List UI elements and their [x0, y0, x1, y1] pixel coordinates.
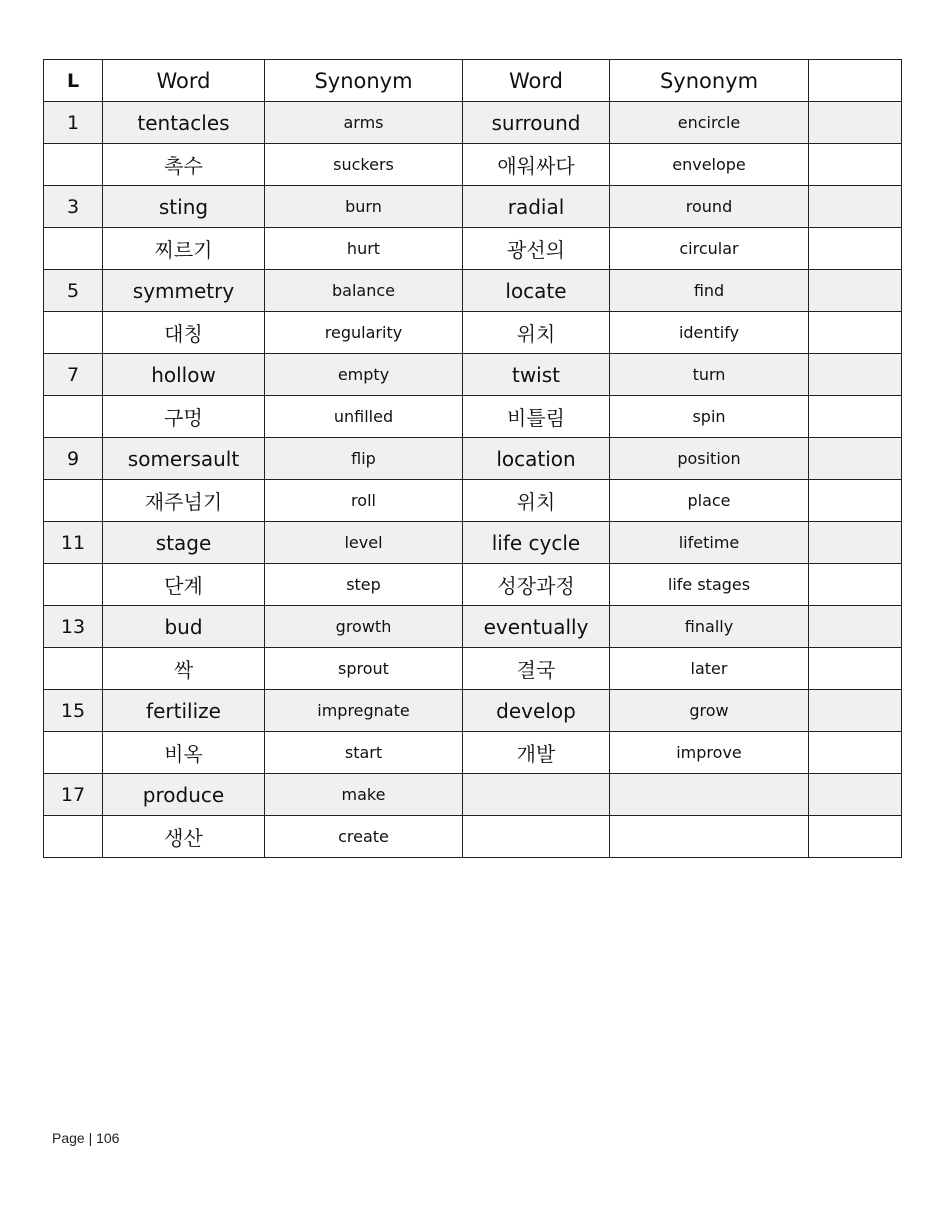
word-1: sting [103, 186, 265, 228]
word-2: 위치 [463, 480, 610, 522]
word-1: 대칭 [103, 312, 265, 354]
empty-cell [809, 522, 902, 564]
lesson-number [44, 564, 103, 606]
synonym-1: empty [265, 354, 463, 396]
word-1: produce [103, 774, 265, 816]
lesson-number [44, 732, 103, 774]
table-row [44, 564, 902, 606]
lesson-number: 9 [44, 438, 103, 480]
synonym-2: identify [610, 312, 809, 354]
lesson-number: 1 [44, 102, 103, 144]
lesson-number: 5 [44, 270, 103, 312]
synonym-2: envelope [610, 144, 809, 186]
word-2: surround [463, 102, 610, 144]
word-1: fertilize [103, 690, 265, 732]
lesson-number: 11 [44, 522, 103, 564]
table-row [44, 396, 902, 438]
word-1: bud [103, 606, 265, 648]
header-word-2: Word [463, 60, 610, 102]
vocabulary-table [43, 59, 902, 858]
empty-cell [809, 354, 902, 396]
synonym-1: make [265, 774, 463, 816]
word-1: 싹 [103, 648, 265, 690]
synonym-2: circular [610, 228, 809, 270]
word-1: 찌르기 [103, 228, 265, 270]
header-extra [809, 60, 902, 102]
table-row [44, 186, 902, 228]
lesson-number [44, 144, 103, 186]
word-2: develop [463, 690, 610, 732]
table-row [44, 648, 902, 690]
header-word-1: Word [103, 60, 265, 102]
synonym-1: create [265, 816, 463, 858]
synonym-2: spin [610, 396, 809, 438]
word-1: 촉수 [103, 144, 265, 186]
word-1: 재주넘기 [103, 480, 265, 522]
word-2: 비틀림 [463, 396, 610, 438]
lesson-number: 17 [44, 774, 103, 816]
word-1: hollow [103, 354, 265, 396]
synonym-1: flip [265, 438, 463, 480]
word-2: eventually [463, 606, 610, 648]
empty-cell [809, 438, 902, 480]
empty-cell [809, 774, 902, 816]
table-header-row [44, 60, 902, 102]
table-row [44, 270, 902, 312]
word-2 [463, 774, 610, 816]
synonym-2: lifetime [610, 522, 809, 564]
empty-cell [809, 396, 902, 438]
word-2 [463, 816, 610, 858]
synonym-1: arms [265, 102, 463, 144]
synonym-2: life stages [610, 564, 809, 606]
table-row [44, 312, 902, 354]
empty-cell [809, 816, 902, 858]
empty-cell [809, 564, 902, 606]
empty-cell [809, 102, 902, 144]
table-row [44, 480, 902, 522]
header-synonym-1: Synonym [265, 60, 463, 102]
table-row [44, 732, 902, 774]
lesson-number: 13 [44, 606, 103, 648]
word-2: 광선의 [463, 228, 610, 270]
empty-cell [809, 228, 902, 270]
synonym-1: start [265, 732, 463, 774]
synonym-1: suckers [265, 144, 463, 186]
empty-cell [809, 312, 902, 354]
word-1: 비옥 [103, 732, 265, 774]
word-2: 성장과정 [463, 564, 610, 606]
word-1: somersault [103, 438, 265, 480]
lesson-number [44, 396, 103, 438]
synonym-2: round [610, 186, 809, 228]
table-row [44, 774, 902, 816]
empty-cell [809, 186, 902, 228]
empty-cell [809, 144, 902, 186]
synonym-1: step [265, 564, 463, 606]
synonym-2: position [610, 438, 809, 480]
lesson-number: 3 [44, 186, 103, 228]
lesson-number [44, 816, 103, 858]
empty-cell [809, 270, 902, 312]
table-row [44, 144, 902, 186]
word-1: stage [103, 522, 265, 564]
table-row [44, 522, 902, 564]
word-1: 단계 [103, 564, 265, 606]
synonym-2: grow [610, 690, 809, 732]
word-1: 생산 [103, 816, 265, 858]
word-1: symmetry [103, 270, 265, 312]
table-row [44, 816, 902, 858]
word-2: locate [463, 270, 610, 312]
word-2: 결국 [463, 648, 610, 690]
word-1: 구멍 [103, 396, 265, 438]
synonym-1: regularity [265, 312, 463, 354]
header-lesson: L [44, 60, 103, 102]
table-row [44, 228, 902, 270]
synonym-2: finally [610, 606, 809, 648]
lesson-number: 7 [44, 354, 103, 396]
synonym-2 [610, 816, 809, 858]
lesson-number [44, 480, 103, 522]
synonym-1: sprout [265, 648, 463, 690]
page-number: Page | 106 [52, 1130, 120, 1146]
word-1: tentacles [103, 102, 265, 144]
empty-cell [809, 648, 902, 690]
word-2: location [463, 438, 610, 480]
word-2: life cycle [463, 522, 610, 564]
table-row [44, 690, 902, 732]
word-2: 애워싸다 [463, 144, 610, 186]
word-2: twist [463, 354, 610, 396]
synonym-1: impregnate [265, 690, 463, 732]
empty-cell [809, 732, 902, 774]
synonym-2: find [610, 270, 809, 312]
synonym-1: unfilled [265, 396, 463, 438]
empty-cell [809, 606, 902, 648]
header-synonym-2: Synonym [610, 60, 809, 102]
synonym-2: encircle [610, 102, 809, 144]
lesson-number [44, 648, 103, 690]
synonym-1: burn [265, 186, 463, 228]
table-row [44, 438, 902, 480]
table-row [44, 102, 902, 144]
lesson-number [44, 312, 103, 354]
synonym-1: hurt [265, 228, 463, 270]
table-row [44, 606, 902, 648]
synonym-1: level [265, 522, 463, 564]
synonym-2: turn [610, 354, 809, 396]
synonym-1: growth [265, 606, 463, 648]
lesson-number: 15 [44, 690, 103, 732]
word-2: radial [463, 186, 610, 228]
synonym-1: roll [265, 480, 463, 522]
table-row [44, 354, 902, 396]
synonym-2: improve [610, 732, 809, 774]
synonym-2: place [610, 480, 809, 522]
empty-cell [809, 690, 902, 732]
lesson-number [44, 228, 103, 270]
synonym-1: balance [265, 270, 463, 312]
empty-cell [809, 480, 902, 522]
table-body [44, 102, 902, 858]
word-2: 개발 [463, 732, 610, 774]
synonym-2: later [610, 648, 809, 690]
synonym-2 [610, 774, 809, 816]
word-2: 위치 [463, 312, 610, 354]
